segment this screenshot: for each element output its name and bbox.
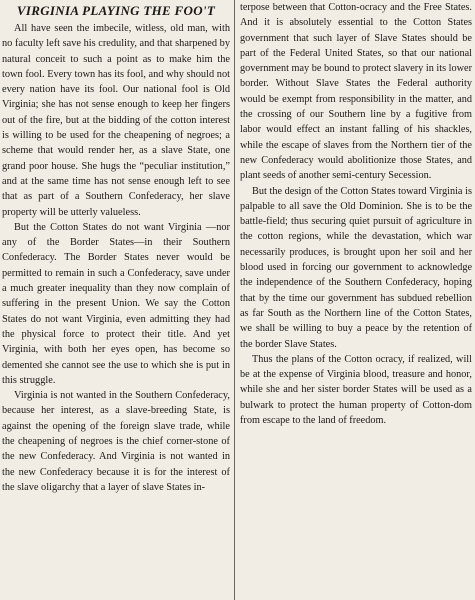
paragraph-4: terpose between that Cotton-ocracy and the Free States. And it is absolutely essential to the Cotton States government that such layer of Slave States should be part of the Federal United States, so that our national government may be bound to protect slavery in its lower border. Without Slave States the Federal authority would be exempt from responsibility in the matter, and the crossing of our Southern line by a fugitive from labor would effect an instant falling of his shackles, while the escape of slaves from the Northern tier of the new Confederacy would abolitionize those States, and plant seeds of another semi-century Secession. bbox=[240, 2, 472, 182]
paragraph-6: Thus the plans of the Cotton ocracy, if realized, will be at the expense of Virginia blood, treasure and honor, while she and her sister border States will be used as a bulwark to protect the human property of Cotton-dom from escape to the land of freedom. bbox=[240, 353, 472, 427]
paragraph-1: All have seen the imbecile, witless, old man, with no faculty left save his credulity, and that sharpened by natural conceit to such a point as to make him the town fool. Every town has its fool, and why should not every nation have its fool. Our national fool is Old Virginia; she has not sense enough to keep her fingers out of the fire, but at the bidding of the cotton interest is willing to be used for the cheapening of negroes; a scheme that would render her, as a slave State, one grand poor house. She hugs the “peculiar institution,” and at the same time has not sense enough left to see that as part of a Southern Confederacy, her slave property will be utterly valueless. bbox=[2, 23, 230, 218]
paragraph-2: But the Cotton States do not want Virginia —nor any of the Border States—in their Southern Confederacy. The Border States never would be permitted to remain in such a Confederacy, save under a much greater inequality than they now complain of suffering in the present Union. We say the Cotton States do not want Virginia, even admitting they had the physical force to protect their title. And yet Virginia, with both her eyes open, has become so demented she cannot see the use to which she is put in this struggle. bbox=[2, 221, 230, 386]
paragraph-5: But the design of the Cotton States toward Virginia is palpable to all save the Old Dominion. She is to be the battle-field; thus securing quiet pursuit of agriculture in the cotton regions, while the devastation, which war necessarily produces, is brought upon her soil and her blood used in forcing our government to acknowledge the independence of the Southern Confederacy, hoping that by the time our government has subdued rebellion as far South as the Northern line of the Cotton States, we shall be willing to buy a peace by the retention of the border Slave States. bbox=[240, 185, 472, 350]
right-column bbox=[240, 0, 472, 600]
paragraph-3: Virginia is not wanted in the Southern Confederacy, because her interest, as a slave-breeding State, is against the opening of the foreign slave trade, while the cheapening of negroes is the chief corner-stone of the new Confederacy. And Virginia is not wanted in the new Confederacy because it is for the interest of the slave oligarchy that a layer of slave States in- bbox=[2, 390, 230, 493]
column-divider bbox=[234, 0, 235, 600]
article-headline: VIRGINIA PLAYING THE FOO'T bbox=[16, 3, 216, 18]
left-column bbox=[2, 0, 230, 600]
